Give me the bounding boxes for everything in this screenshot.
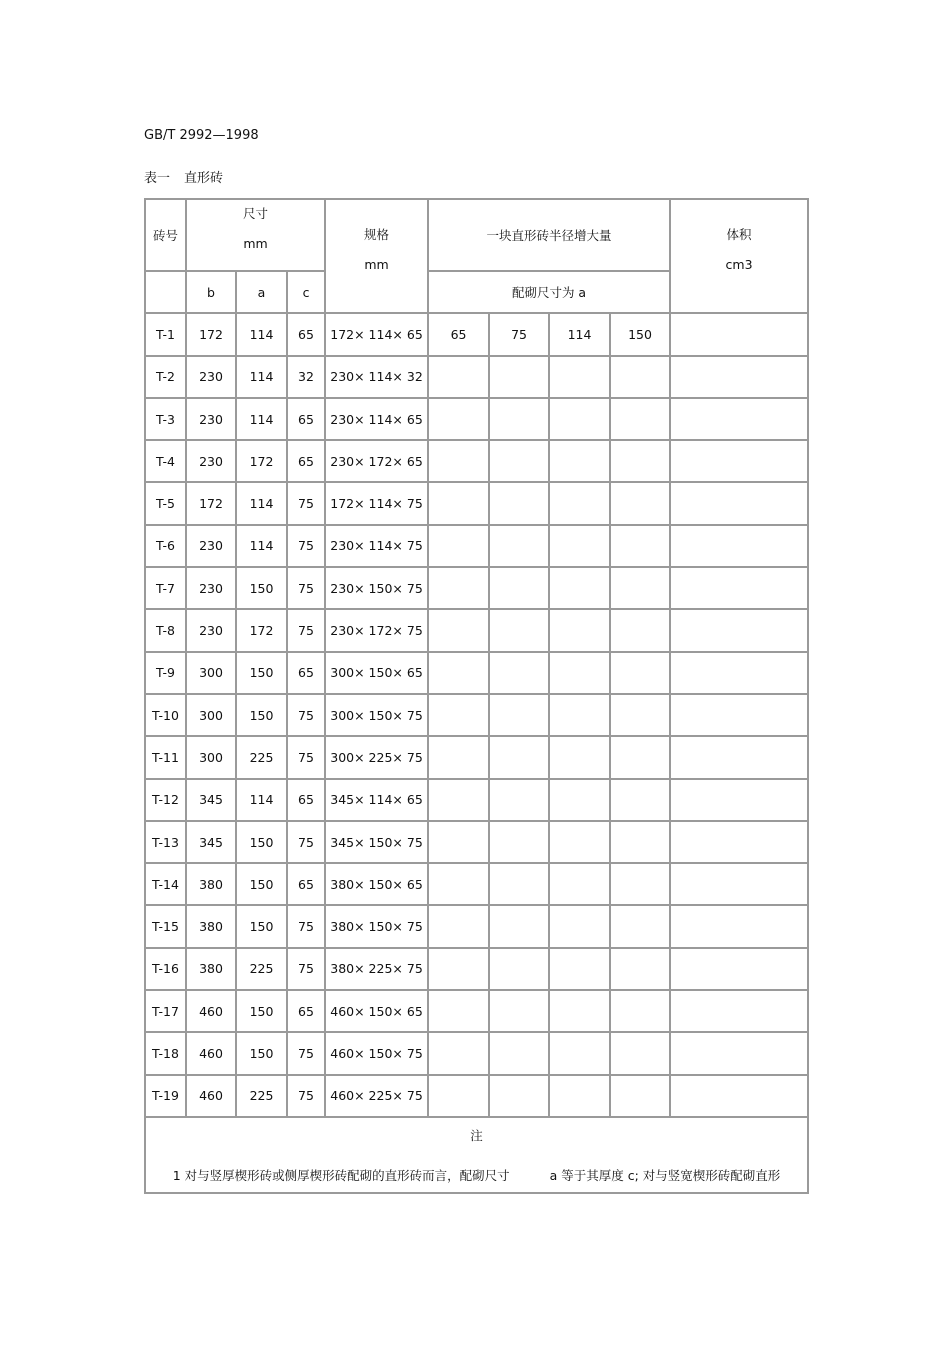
table-row [145, 652, 808, 694]
cell-radius-increase [549, 1075, 610, 1117]
header-match-size: 配砌尺寸为 a [428, 271, 670, 313]
cell-radius-increase [549, 440, 610, 482]
note-row [145, 1117, 808, 1193]
cell-radius-increase [610, 821, 670, 863]
table-row [145, 863, 808, 905]
header-volume [670, 199, 808, 313]
table-row [145, 821, 808, 863]
cell-volume [670, 1032, 808, 1074]
cell-c: 65 [287, 652, 325, 694]
cell-radius-increase [428, 652, 489, 694]
table-row [145, 609, 808, 651]
cell-spec: 172× 114× 75 [325, 482, 428, 524]
cell-brick-no: T-1 [145, 313, 186, 355]
cell-c: 65 [287, 863, 325, 905]
cell-spec: 345× 150× 75 [325, 821, 428, 863]
note-line-1-part-2: a 等于其厚度 c; 对与竖宽楔形砖配砌直形 [549, 1167, 781, 1183]
cell-b: 230 [186, 398, 236, 440]
cell-radius-increase [549, 694, 610, 736]
table-row [145, 779, 808, 821]
cell-radius-increase [549, 525, 610, 567]
header-col-c: c [287, 271, 325, 313]
cell-a: 225 [236, 736, 287, 778]
cell-radius-increase [489, 609, 549, 651]
cell-radius-increase [489, 821, 549, 863]
cell-radius-increase [610, 609, 670, 651]
cell-radius-increase [549, 779, 610, 821]
cell-spec: 460× 150× 75 [325, 1032, 428, 1074]
cell-radius-increase [428, 990, 489, 1032]
cell-c: 65 [287, 313, 325, 355]
header-spec [325, 199, 428, 313]
header-size [186, 199, 325, 271]
cell-spec: 230× 114× 65 [325, 398, 428, 440]
cell-a: 114 [236, 482, 287, 524]
cell-b: 230 [186, 609, 236, 651]
cell-volume [670, 609, 808, 651]
cell-radius-increase [428, 398, 489, 440]
cell-c: 75 [287, 609, 325, 651]
cell-spec: 460× 150× 65 [325, 990, 428, 1032]
cell-spec: 230× 150× 75 [325, 567, 428, 609]
cell-b: 345 [186, 779, 236, 821]
cell-radius-increase [428, 356, 489, 398]
cell-radius-increase [428, 1032, 489, 1074]
table-number: 表一 [144, 171, 171, 186]
cell-spec: 300× 150× 65 [325, 652, 428, 694]
cell-a: 150 [236, 905, 287, 947]
table-row [145, 313, 808, 355]
cell-volume [670, 779, 808, 821]
cell-spec: 230× 114× 75 [325, 525, 428, 567]
cell-a: 150 [236, 821, 287, 863]
cell-a: 114 [236, 779, 287, 821]
cell-radius-increase [610, 1032, 670, 1074]
cell-volume [670, 567, 808, 609]
cell-radius-increase [489, 482, 549, 524]
cell-radius-increase [489, 525, 549, 567]
cell-a: 150 [236, 1032, 287, 1074]
cell-radius-increase: 150 [610, 313, 670, 355]
table-caption [144, 167, 237, 186]
note-line-1 [146, 1166, 807, 1184]
cell-brick-no: T-14 [145, 863, 186, 905]
cell-b: 230 [186, 356, 236, 398]
cell-spec: 230× 172× 75 [325, 609, 428, 651]
cell-radius-increase [428, 821, 489, 863]
cell-brick-no: T-2 [145, 356, 186, 398]
cell-radius-increase [549, 482, 610, 524]
cell-brick-no: T-17 [145, 990, 186, 1032]
straight-brick-table [144, 198, 809, 1194]
cell-a: 150 [236, 652, 287, 694]
header-col-b: b [186, 271, 236, 313]
cell-radius-increase: 65 [428, 313, 489, 355]
cell-spec: 345× 114× 65 [325, 779, 428, 821]
cell-b: 380 [186, 905, 236, 947]
cell-brick-no: T-18 [145, 1032, 186, 1074]
cell-c: 75 [287, 948, 325, 990]
cell-radius-increase [489, 990, 549, 1032]
cell-a: 114 [236, 313, 287, 355]
table-row [145, 694, 808, 736]
cell-radius-increase [549, 821, 610, 863]
cell-brick-no: T-3 [145, 398, 186, 440]
cell-c: 65 [287, 990, 325, 1032]
cell-radius-increase [489, 694, 549, 736]
cell-volume [670, 821, 808, 863]
cell-brick-no: T-10 [145, 694, 186, 736]
cell-c: 75 [287, 482, 325, 524]
note-line-1-part-1: 1 对与竖厚楔形砖或侧厚楔形砖配砌的直形砖而言，配砌尺寸 [172, 1167, 510, 1183]
cell-radius-increase [549, 567, 610, 609]
cell-volume [670, 990, 808, 1032]
cell-brick-no: T-7 [145, 567, 186, 609]
cell-radius-increase [549, 398, 610, 440]
cell-b: 172 [186, 482, 236, 524]
cell-radius-increase [549, 736, 610, 778]
cell-volume [670, 440, 808, 482]
cell-radius-increase [428, 1075, 489, 1117]
header-brick-no: 砖号 [145, 199, 186, 271]
cell-radius-increase [489, 398, 549, 440]
cell-spec: 230× 114× 32 [325, 356, 428, 398]
cell-volume [670, 356, 808, 398]
cell-c: 75 [287, 525, 325, 567]
cell-a: 172 [236, 609, 287, 651]
cell-b: 380 [186, 948, 236, 990]
cell-volume [670, 313, 808, 355]
cell-c: 75 [287, 736, 325, 778]
cell-radius-increase [489, 1075, 549, 1117]
cell-brick-no: T-5 [145, 482, 186, 524]
cell-volume [670, 482, 808, 524]
header-radius-increase: 一块直形砖半径增大量 [428, 199, 670, 271]
cell-volume [670, 1075, 808, 1117]
header-blank [145, 271, 186, 313]
cell-radius-increase: 75 [489, 313, 549, 355]
cell-radius-increase [428, 905, 489, 947]
table-row [145, 1075, 808, 1117]
cell-radius-increase [489, 567, 549, 609]
cell-brick-no: T-13 [145, 821, 186, 863]
table-row [145, 948, 808, 990]
cell-radius-increase [428, 779, 489, 821]
cell-spec: 460× 225× 75 [325, 1075, 428, 1117]
cell-c: 65 [287, 398, 325, 440]
cell-a: 114 [236, 356, 287, 398]
cell-a: 150 [236, 567, 287, 609]
cell-radius-increase [489, 652, 549, 694]
table-row [145, 356, 808, 398]
cell-radius-increase [610, 398, 670, 440]
cell-volume [670, 948, 808, 990]
cell-b: 460 [186, 1075, 236, 1117]
cell-volume [670, 398, 808, 440]
note-label: 注 [470, 1127, 483, 1143]
table-title: 直形砖 [184, 171, 224, 186]
cell-radius-increase [610, 694, 670, 736]
cell-radius-increase [549, 1032, 610, 1074]
cell-b: 230 [186, 440, 236, 482]
cell-b: 300 [186, 652, 236, 694]
cell-radius-increase [610, 482, 670, 524]
table-row [145, 1032, 808, 1074]
cell-radius-increase [549, 356, 610, 398]
cell-radius-increase [610, 905, 670, 947]
cell-radius-increase [610, 948, 670, 990]
cell-radius-increase: 114 [549, 313, 610, 355]
cell-a: 150 [236, 990, 287, 1032]
cell-b: 300 [186, 736, 236, 778]
cell-radius-increase [610, 356, 670, 398]
cell-radius-increase [610, 1075, 670, 1117]
cell-a: 225 [236, 1075, 287, 1117]
header-spec-unit: mm [364, 257, 389, 273]
cell-c: 65 [287, 779, 325, 821]
cell-volume [670, 525, 808, 567]
cell-a: 225 [236, 948, 287, 990]
cell-b: 300 [186, 694, 236, 736]
cell-volume [670, 863, 808, 905]
table-row [145, 905, 808, 947]
cell-radius-increase [610, 440, 670, 482]
cell-volume [670, 905, 808, 947]
header-spec-label: 规格 [364, 227, 390, 243]
cell-c: 75 [287, 1075, 325, 1117]
cell-a: 172 [236, 440, 287, 482]
standard-number: GB/T 2992—1998 [144, 128, 259, 143]
cell-brick-no: T-9 [145, 652, 186, 694]
cell-b: 172 [186, 313, 236, 355]
cell-a: 114 [236, 525, 287, 567]
cell-b: 230 [186, 525, 236, 567]
cell-radius-increase [489, 779, 549, 821]
cell-brick-no: T-6 [145, 525, 186, 567]
cell-c: 75 [287, 1032, 325, 1074]
table-row [145, 440, 808, 482]
cell-a: 150 [236, 863, 287, 905]
cell-radius-increase [610, 990, 670, 1032]
cell-volume [670, 652, 808, 694]
cell-spec: 380× 150× 75 [325, 905, 428, 947]
cell-a: 150 [236, 694, 287, 736]
cell-spec: 300× 150× 75 [325, 694, 428, 736]
cell-brick-no: T-19 [145, 1075, 186, 1117]
cell-radius-increase [610, 863, 670, 905]
cell-radius-increase [489, 440, 549, 482]
cell-brick-no: T-4 [145, 440, 186, 482]
header-volume-unit: cm3 [725, 257, 753, 273]
cell-brick-no: T-8 [145, 609, 186, 651]
cell-c: 75 [287, 694, 325, 736]
cell-radius-increase [549, 990, 610, 1032]
cell-radius-increase [428, 863, 489, 905]
cell-radius-increase [428, 736, 489, 778]
cell-b: 460 [186, 990, 236, 1032]
cell-b: 460 [186, 1032, 236, 1074]
table-row [145, 398, 808, 440]
cell-radius-increase [428, 694, 489, 736]
cell-c: 32 [287, 356, 325, 398]
cell-b: 345 [186, 821, 236, 863]
cell-radius-increase [489, 1032, 549, 1074]
cell-c: 75 [287, 567, 325, 609]
table-row [145, 482, 808, 524]
cell-radius-increase [428, 440, 489, 482]
cell-radius-increase [549, 948, 610, 990]
cell-spec: 172× 114× 65 [325, 313, 428, 355]
cell-a: 114 [236, 398, 287, 440]
cell-c: 75 [287, 905, 325, 947]
header-volume-label: 体积 [726, 227, 752, 243]
cell-radius-increase [610, 736, 670, 778]
cell-radius-increase [428, 948, 489, 990]
cell-radius-increase [428, 482, 489, 524]
cell-volume [670, 694, 808, 736]
cell-radius-increase [489, 863, 549, 905]
cell-radius-increase [549, 652, 610, 694]
cell-radius-increase [489, 736, 549, 778]
cell-spec: 230× 172× 65 [325, 440, 428, 482]
table-note [145, 1117, 808, 1193]
cell-volume [670, 736, 808, 778]
cell-radius-increase [610, 525, 670, 567]
cell-brick-no: T-15 [145, 905, 186, 947]
cell-brick-no: T-11 [145, 736, 186, 778]
cell-radius-increase [489, 905, 549, 947]
table-row [145, 990, 808, 1032]
cell-radius-increase [428, 609, 489, 651]
cell-brick-no: T-16 [145, 948, 186, 990]
cell-radius-increase [549, 863, 610, 905]
table-row [145, 525, 808, 567]
header-row-1 [145, 199, 808, 271]
cell-spec: 380× 225× 75 [325, 948, 428, 990]
header-col-a: a [236, 271, 287, 313]
cell-c: 65 [287, 440, 325, 482]
cell-c: 75 [287, 821, 325, 863]
cell-radius-increase [610, 652, 670, 694]
cell-b: 380 [186, 863, 236, 905]
cell-radius-increase [610, 567, 670, 609]
cell-spec: 300× 225× 75 [325, 736, 428, 778]
cell-radius-increase [489, 948, 549, 990]
cell-radius-increase [549, 609, 610, 651]
cell-radius-increase [549, 905, 610, 947]
cell-spec: 380× 150× 65 [325, 863, 428, 905]
header-size-unit: mm [243, 236, 268, 251]
cell-brick-no: T-12 [145, 779, 186, 821]
cell-radius-increase [428, 567, 489, 609]
cell-radius-increase [489, 356, 549, 398]
table-row [145, 736, 808, 778]
cell-radius-increase [428, 525, 489, 567]
table-row [145, 567, 808, 609]
cell-b: 230 [186, 567, 236, 609]
cell-radius-increase [610, 779, 670, 821]
header-size-label: 尺寸 [243, 206, 269, 221]
